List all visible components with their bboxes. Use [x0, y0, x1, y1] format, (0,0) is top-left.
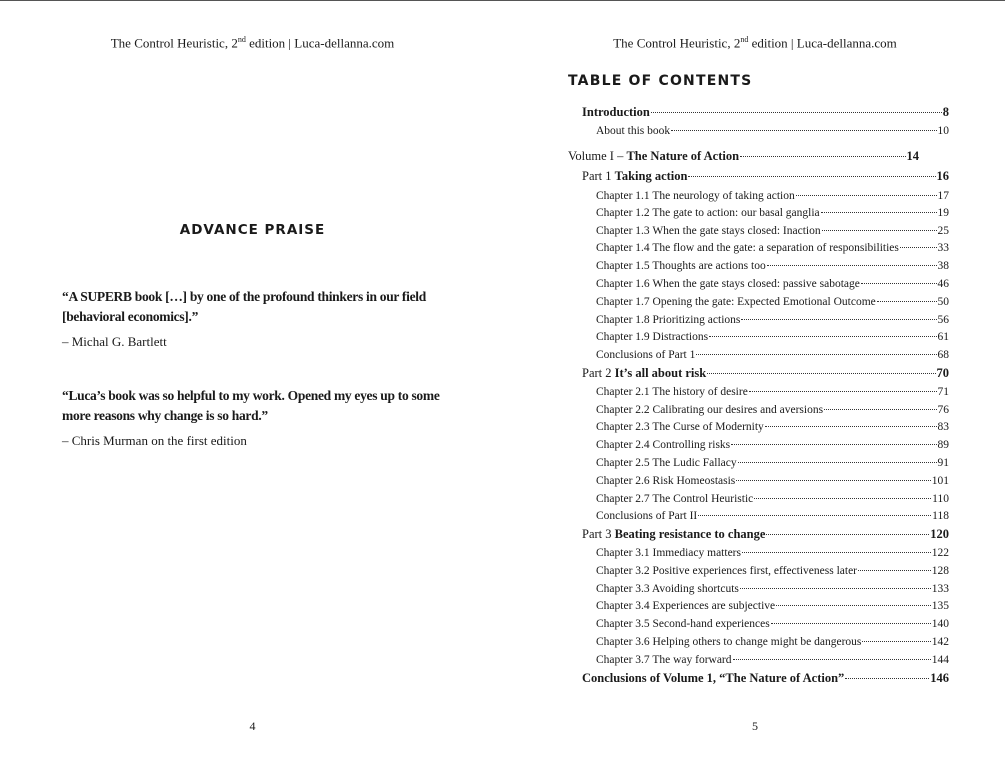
toc-entry-page: 122 [931, 547, 949, 559]
praise-quote-2: “Luca’s book was so helpful to my work. Opened my eyes up to some more reasons why change is so hard.” [62, 388, 440, 423]
toc-entry[interactable] [596, 223, 949, 240]
toc-entry-page: 70 [936, 366, 949, 380]
toc-entry-page: 50 [937, 296, 949, 308]
toc-entry-page: 101 [931, 475, 949, 487]
toc-entry-label: It’s all about risk [614, 366, 707, 380]
toc-leader-dots [742, 552, 931, 553]
toc-entry-label: Chapter 1.3 When the gate stays closed: Inaction [596, 225, 821, 237]
toc-entry[interactable] [596, 563, 949, 580]
toc-entry-page: 142 [931, 636, 949, 648]
toc-entry[interactable] [596, 384, 949, 401]
toc-entry-page: 8 [942, 105, 949, 119]
right-page [505, 0, 1005, 760]
toc-leader-dots [740, 156, 905, 157]
toc-entry-page: 68 [937, 349, 949, 361]
toc-entry-label: Chapter 1.4 The flow and the gate: a separation of responsibilities [596, 242, 899, 254]
toc-entry-label: Chapter 2.7 The Control Heuristic [596, 493, 754, 505]
toc-entry-page: 56 [937, 314, 949, 326]
header-superscript: nd [740, 35, 749, 44]
toc-entry[interactable] [596, 634, 949, 651]
toc-leader-dots [754, 498, 931, 499]
toc-entry-label: Conclusions of Part II [596, 510, 698, 522]
toc-entry[interactable] [596, 240, 949, 257]
toc-entry[interactable] [596, 598, 949, 615]
toc-entry[interactable] [596, 294, 949, 311]
running-header-left [0, 35, 505, 51]
toc-entry-label: Chapter 1.1 The neurology of taking action [596, 190, 795, 202]
toc-entry[interactable] [596, 329, 949, 346]
toc-entry-label: Chapter 1.9 Distractions [596, 331, 709, 343]
toc-entry-page: 140 [931, 618, 949, 630]
toc-entry[interactable] [596, 205, 949, 222]
toc-leader-dots [707, 373, 935, 374]
toc-entry-label: Chapter 3.6 Helping others to change might be dangerous [596, 636, 862, 648]
toc-leader-dots [766, 534, 929, 535]
toc-entry-page: 128 [931, 565, 949, 577]
toc-entry-page: 83 [937, 421, 949, 433]
toc-entry-label: Chapter 2.6 Risk Homeostasis [596, 475, 736, 487]
toc-leader-dots [709, 336, 936, 337]
toc-entry[interactable] [596, 347, 949, 364]
toc-leader-dots [900, 247, 937, 248]
header-rest: edition | Luca-dellanna.com [748, 35, 897, 51]
toc-entry-page: 89 [937, 439, 949, 451]
toc-leader-dots [688, 176, 935, 177]
toc-entry-label: Beating resistance to change [614, 527, 766, 541]
toc-entry[interactable] [596, 123, 949, 140]
toc-entry-page: 144 [931, 654, 949, 666]
toc-entry[interactable] [596, 188, 949, 205]
toc-entry-label: Taking action [614, 169, 688, 183]
toc-entry[interactable] [596, 491, 949, 508]
toc-entry[interactable] [596, 508, 949, 525]
toc-leader-dots [824, 409, 936, 410]
toc-entry-label: The Nature of Action [626, 149, 740, 163]
toc-entry-prefix: Part 3 [582, 527, 615, 541]
toc-entry-label: Chapter 1.2 The gate to action: our basal ganglia [596, 207, 820, 219]
toc-entry-label: Chapter 2.3 The Curse of Modernity [596, 421, 764, 433]
toc-entry-prefix: Part 1 [582, 169, 615, 183]
toc-leader-dots [771, 623, 931, 624]
toc-leader-dots [861, 283, 937, 284]
toc-entry-page: 76 [937, 404, 949, 416]
toc-entry-prefix: Part 2 [582, 366, 615, 380]
toc-leader-dots [765, 426, 937, 427]
toc-leader-dots [767, 265, 937, 266]
toc-entry[interactable] [582, 670, 949, 687]
toc-entry-label: About this book [596, 125, 671, 137]
toc-entry-label: Chapter 3.4 Experiences are subjective [596, 600, 776, 612]
toc-entry[interactable] [596, 545, 949, 562]
toc-entry[interactable] [582, 365, 949, 382]
toc-entry[interactable] [568, 148, 919, 165]
toc-entry[interactable] [596, 581, 949, 598]
toc-entry[interactable] [596, 473, 949, 490]
toc-entry-page: 19 [937, 207, 949, 219]
toc-heading: TABLE OF CONTENTS [568, 73, 753, 89]
toc-entry-page: 135 [931, 600, 949, 612]
toc-leader-dots [862, 641, 930, 642]
header-title: The Control Heuristic, 2 [613, 35, 741, 51]
toc-entry-page: 14 [906, 149, 919, 163]
toc-entry[interactable] [596, 402, 949, 419]
toc-entry-page: 71 [937, 386, 949, 398]
toc-entry-page: 46 [937, 278, 949, 290]
toc-entry-label: Chapter 1.8 Prioritizing actions [596, 314, 741, 326]
toc-entry-page: 33 [937, 242, 949, 254]
toc-entry-page: 61 [937, 331, 949, 343]
praise-heading: ADVANCE PRAISE [179, 222, 326, 238]
toc-entry[interactable] [596, 312, 949, 329]
toc-entry[interactable] [582, 104, 949, 121]
toc-leader-dots [671, 130, 936, 131]
toc-entry-prefix: Volume I – [568, 149, 627, 163]
toc-leader-dots [796, 195, 937, 196]
praise-quote-1: “A SUPERB book […] by one of the profound thinkers in our field [behavioral economics].” [62, 289, 426, 324]
toc-leader-dots [733, 659, 931, 660]
toc-entry[interactable] [596, 455, 949, 472]
toc-entry-page: 10 [937, 125, 949, 137]
toc-leader-dots [858, 570, 931, 571]
toc-leader-dots [749, 391, 937, 392]
toc-leader-dots [741, 319, 936, 320]
toc-entry[interactable] [596, 616, 949, 633]
header-rest: edition | Luca-dellanna.com [245, 35, 395, 51]
toc-leader-dots [696, 354, 936, 355]
toc-entry-label: Chapter 2.1 The history of desire [596, 386, 748, 398]
toc-entry-page: 38 [937, 260, 949, 272]
praise-author-1: – Michal G. Bartlett [62, 334, 167, 349]
toc-entry-page: 16 [936, 169, 949, 183]
toc-entry[interactable] [596, 652, 949, 669]
toc-entry-label: Chapter 1.7 Opening the gate: Expected Emotional Outcome [596, 296, 876, 308]
toc-leader-dots [740, 588, 931, 589]
toc-entry[interactable] [582, 168, 949, 185]
toc-entry-page: 25 [937, 225, 949, 237]
toc-entry-label: Introduction [582, 105, 650, 119]
toc-entry-page: 118 [932, 510, 949, 522]
toc-leader-dots [822, 230, 937, 231]
header-title: The Control Heuristic, 2 [110, 35, 238, 51]
toc-entry-label: Chapter 3.2 Positive experiences first, effectiveness later [596, 565, 858, 577]
toc-leader-dots [698, 515, 931, 516]
toc-leader-dots [736, 480, 930, 481]
toc-entry[interactable] [596, 258, 949, 275]
toc-leader-dots [731, 444, 936, 445]
toc-leader-dots [651, 112, 942, 113]
praise-author-2: – Chris Murman on the first edition [62, 433, 247, 448]
toc-leader-dots [738, 462, 937, 463]
page-number-left: 4 [249, 719, 256, 733]
toc-entry-page: 133 [931, 583, 949, 595]
toc-entry-label: Chapter 2.4 Controlling risks [596, 439, 731, 451]
toc-entry-page: 120 [930, 527, 949, 541]
running-header-right [505, 35, 1005, 51]
toc-entry-label: Chapter 3.3 Avoiding shortcuts [596, 583, 739, 595]
toc-entry-label: Chapter 3.5 Second-hand experiences [596, 618, 770, 630]
toc-leader-dots [821, 212, 937, 213]
toc-entry-label: Chapter 1.5 Thoughts are actions too [596, 260, 766, 272]
toc-entry-label: Conclusions of Part 1 [596, 349, 696, 361]
toc-entry-page: 146 [930, 671, 949, 685]
toc-entry-label: Chapter 1.6 When the gate stays closed: passive sabotage [596, 278, 860, 290]
toc-entry-page: 91 [937, 457, 949, 469]
toc-entry-label: Chapter 3.1 Immediacy matters [596, 547, 741, 559]
toc-leader-dots [845, 678, 929, 679]
toc-entry-label: Conclusions of Volume 1, “The Nature of Action” [582, 671, 845, 685]
toc-entry-label: Chapter 2.5 The Ludic Fallacy [596, 457, 737, 469]
toc-entry[interactable] [596, 276, 949, 293]
header-superscript: nd [237, 35, 246, 44]
toc-entry[interactable] [596, 419, 949, 436]
toc-entry-label: Chapter 2.2 Calibrating our desires and aversions [596, 404, 824, 416]
page-number-right: 5 [752, 719, 758, 733]
toc-entry-page: 110 [932, 493, 949, 505]
toc-entry[interactable] [582, 526, 949, 543]
toc-entry-label: Chapter 3.7 The way forward [596, 654, 732, 666]
toc-entry[interactable] [596, 437, 949, 454]
toc-leader-dots [776, 605, 931, 606]
toc-entry-page: 17 [937, 190, 949, 202]
toc-leader-dots [877, 301, 937, 302]
